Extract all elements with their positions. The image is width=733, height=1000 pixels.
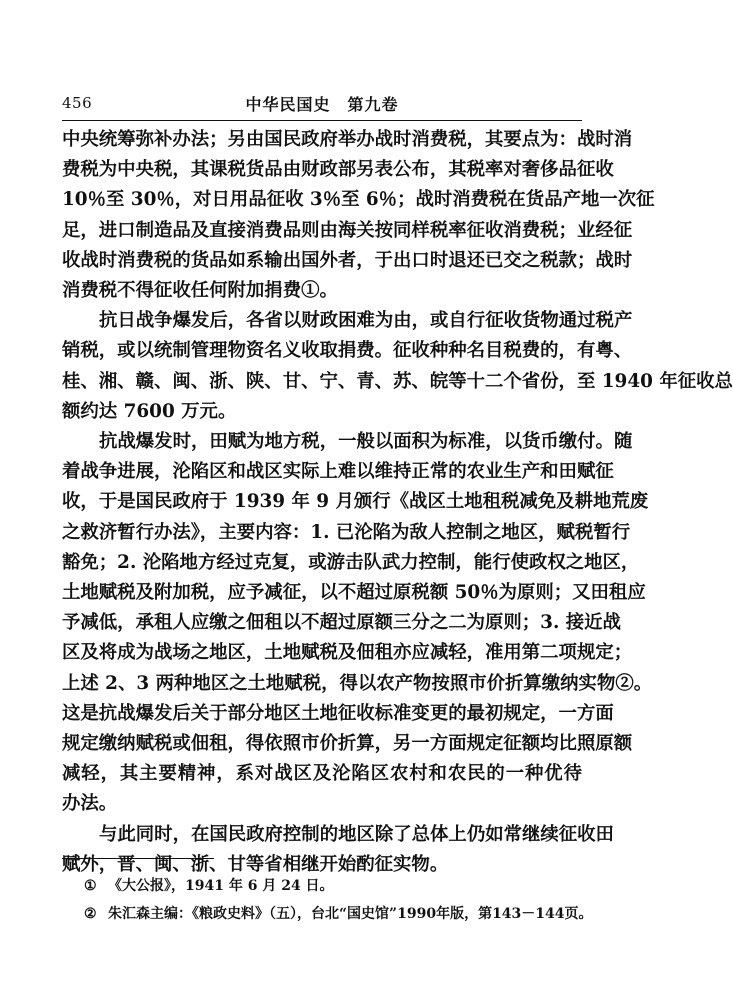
header-rule: [62, 120, 582, 121]
page-header: [62, 92, 582, 116]
text-line: 收战时消费税的货品如系输出国外者，于出口时退还已交之税款；战时: [62, 249, 633, 271]
footnote-item: [62, 872, 582, 900]
text-line: 土地赋税及附加税，应予减征，以不超过原税额 50％为原则；又田租应: [62, 582, 646, 604]
text-line: 与此同时，在国民政府控制的地区除了总体上仍如常继续征收田: [99, 823, 614, 845]
text-line: 抗日战争爆发后，各省以财政困难为由，或自行征收货物通过税产: [99, 310, 633, 332]
running-head: 中华民国史 第九卷: [245, 95, 399, 114]
page-number: 456: [62, 94, 93, 112]
footnotes: [62, 872, 593, 928]
text-line: 额约达 7600 万元。: [62, 400, 237, 422]
text-line: 消费税不得征收任何附加捐费①。: [62, 280, 338, 302]
footnote-rule: [62, 858, 214, 859]
text-line: 收，于是国民政府于 1939 年 9 月颁行《战区土地租税减免及耕地荒废: [62, 491, 649, 513]
footnote-item: [62, 900, 593, 928]
text-line: 10％至 30％，对日用品征收 3％至 6％；战时消费税在货品产地一次征: [62, 189, 655, 211]
text-line: 区及将成为战场之地区，土地赋税及佃租亦应减轻，准用第二项规定；: [62, 642, 633, 664]
text-line: 中央统筹弥补办法；另由国民政府举办战时消费税，其要点为：战时消: [62, 129, 633, 150]
text-line: 桂、湘、赣、闽、浙、陕、甘、宁、青、苏、皖等十二个省份，至 1940 年征收总: [62, 370, 733, 392]
text-line: 之救济暂行办法》，主要内容：1. 已沦陷为敌人控制之地区，赋税暂行: [62, 521, 631, 543]
text-line: 减轻，其主要精神，系对战区及沦陷区农村和农民的一种优待: [62, 763, 582, 785]
footnote-text: 朱汇森主编：《粮政史料》（五），台北“国史馆”1990年版，第143－144页。: [108, 906, 593, 922]
text-line: 抗战爆发时，田赋为地方税，一般以面积为标准，以货币缴付。随: [99, 431, 633, 453]
text-line: 赋外，晋、闽、浙、甘等省相继开始酌征实物。: [62, 853, 449, 875]
text-line: 上述 2、3 两种地区之土地赋税，得以农产物按照市价折算缴纳实物②。: [62, 672, 653, 694]
paragraph-provincial-levies: [62, 306, 733, 427]
paragraph-land-tax: [62, 427, 653, 820]
footnote-mark: ②: [84, 906, 97, 922]
text-line: 予减低，承租人应缴之佃租以不超过原额三分之二为原则；3. 接近战: [62, 612, 621, 634]
text-line: 办法。: [62, 793, 118, 815]
text-line: 规定缴纳赋税或佃租，得依照市价折算，另一方面规定征额均比照原额: [62, 733, 633, 755]
text-line: 费税为中央税，其课税货品由财政部另表公布，其税率对奢侈品征收: [62, 159, 614, 181]
text-line: 着战争进展，沦陷区和战区实际上难以维持正常的农业生产和田赋征: [62, 461, 614, 483]
text-line: 豁免；2. 沦陷地方经过克复，或游击队武力控制，能行使政权之地区，: [62, 551, 640, 573]
text-line: 这是抗战爆发后关于部分地区土地征收标准变更的最初规定，一方面: [62, 702, 614, 724]
footnote-mark: ①: [84, 878, 97, 894]
footnote-text: 《大公报》，1941 年 6 月 24 日。: [108, 878, 334, 894]
paragraph-consumption-tax: [62, 125, 655, 306]
body-text: [62, 125, 733, 880]
text-line: 销税，或以统制管理物资名义收取捐费。征收种种名目税费的，有粤、: [62, 340, 633, 362]
text-line: 足，进口制造品及直接消费品则由海关按同样税率征收消费税；业经征: [62, 219, 633, 241]
